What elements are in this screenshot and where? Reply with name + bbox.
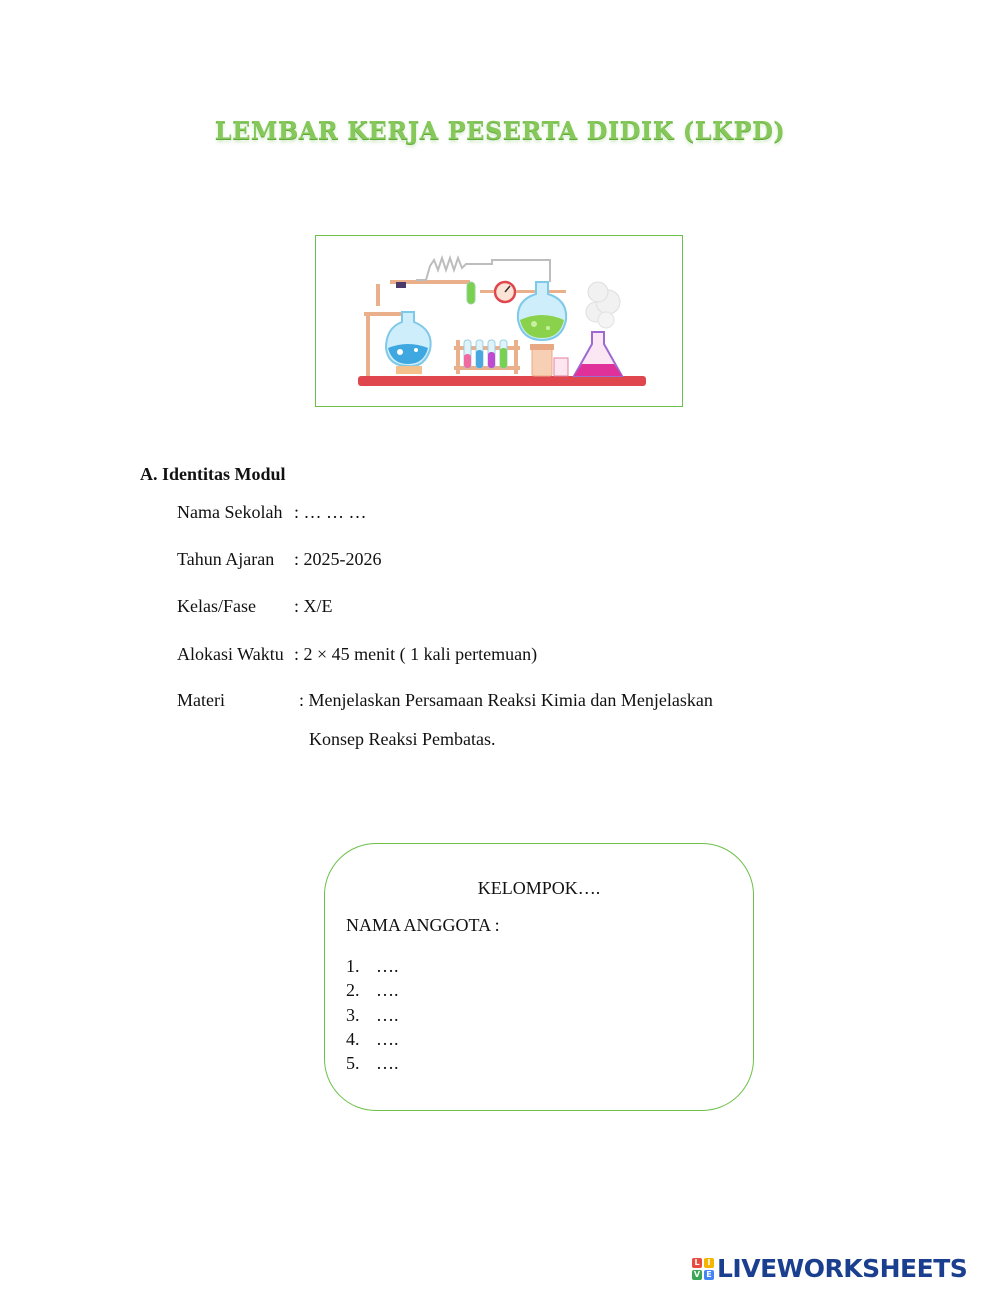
member-name: ….	[376, 980, 399, 1001]
member-number: 5.	[346, 1053, 360, 1074]
section-heading	[140, 464, 286, 485]
liveworksheets-brand[interactable]	[692, 1254, 992, 1284]
list-item	[346, 978, 399, 1002]
member-number: 1.	[346, 956, 360, 976]
member-list	[346, 954, 399, 1075]
field-value: : 2 × 45 menit ( 1 kali pertemuan)	[294, 644, 538, 664]
field-value: : 2025-2026	[294, 549, 382, 569]
brand-wordmark: LIVEWORKSHEETS	[717, 1254, 968, 1283]
list-item	[346, 1003, 399, 1027]
field-value: : X/E	[294, 596, 333, 616]
page-title: LEMBAR KERJA PESERTA DIDIK (LKPD)	[214, 116, 786, 145]
member-name: ….	[376, 1028, 399, 1049]
member-number: 4.	[346, 1028, 360, 1049]
member-number: 3.	[346, 1004, 360, 1025]
section-number: A.	[140, 464, 158, 484]
field-label: Nama Sekolah	[177, 502, 283, 522]
members-label: NAMA ANGGOTA :	[346, 915, 500, 935]
lab-illustration-frame	[315, 235, 683, 407]
list-item	[346, 1027, 399, 1051]
liveworksheets-logo-icon: L I V E	[692, 1258, 714, 1280]
member-number: 2.	[346, 980, 360, 1001]
section-title: Identitas Modul	[162, 464, 286, 484]
field-label: Kelas/Fase	[177, 596, 256, 616]
group-title: KELOMPOK….	[477, 878, 601, 898]
member-name: ….	[376, 956, 399, 976]
field-label: Materi	[177, 690, 225, 710]
member-name: ….	[376, 1004, 399, 1025]
lab-equipment-icon	[316, 236, 682, 406]
field-value: : … … …	[294, 502, 367, 522]
field-value: : Menjelaskan Persamaan Reaksi Kimia dan Menjelaskan	[299, 690, 713, 710]
member-name: ….	[376, 1053, 399, 1074]
list-item	[346, 1051, 399, 1075]
group-box	[324, 843, 754, 1111]
list-item	[346, 954, 399, 978]
field-value-continued: Konsep Reaksi Pembatas.	[309, 729, 496, 749]
field-label: Tahun Ajaran	[177, 549, 275, 569]
field-label: Alokasi Waktu	[177, 644, 284, 664]
